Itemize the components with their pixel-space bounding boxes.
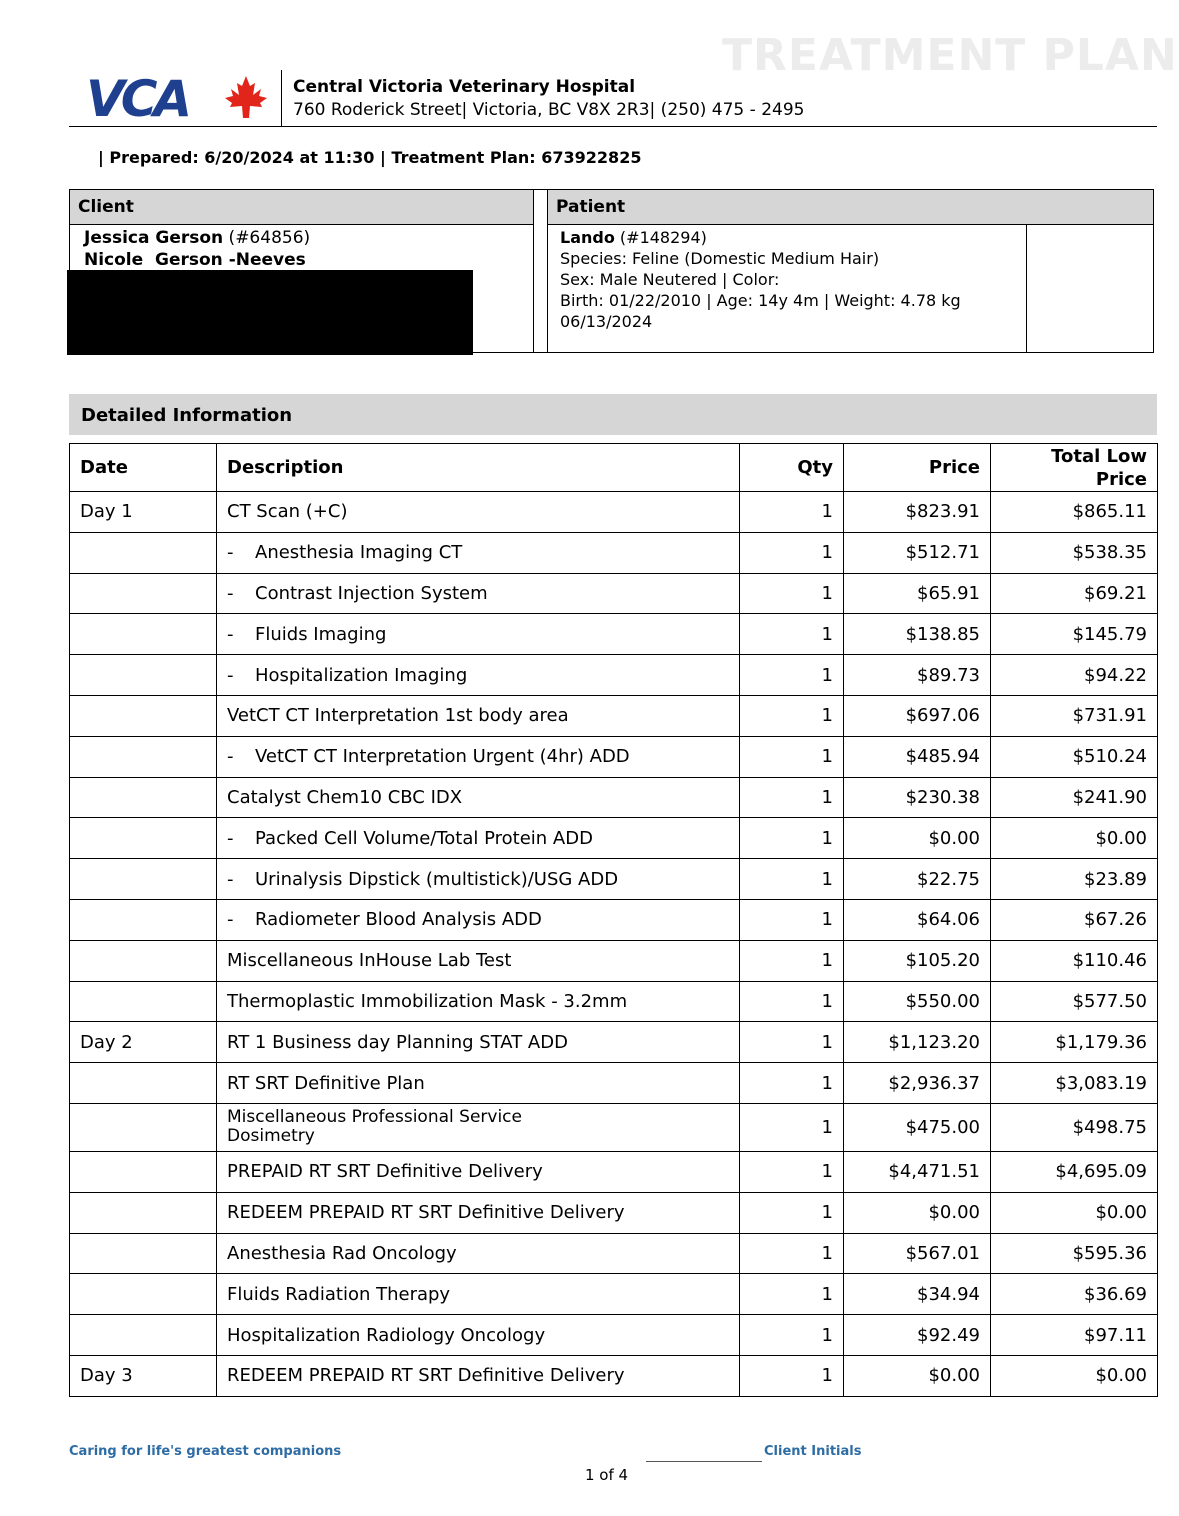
row-description-text: Miscellaneous InHouse Lab Test [227,950,512,972]
patient-sex: Sex: Male Neutered | Color: [560,270,780,289]
col-description-header: Description [217,444,740,492]
row-total: $110.46 [991,940,1158,981]
row-date [70,981,217,1022]
col-total-header [991,444,1158,492]
row-price: $0.00 [844,1192,991,1233]
row-qty: 1 [740,1355,844,1396]
table-row [70,940,1158,981]
table-header-row [70,444,1158,492]
row-date [70,1103,217,1151]
sub-item-dash: - [227,542,234,564]
row-description [217,573,740,614]
row-description [217,1355,740,1396]
row-description [217,859,740,900]
table-row [70,655,1158,696]
row-price: $65.91 [844,573,991,614]
row-description-text: CT Scan (+C) [227,501,348,523]
row-description-text: REDEEM PREPAID RT SRT Definitive Delivery [227,1365,625,1387]
treatment-plan-watermark: TREATMENT PLAN [722,30,1178,81]
row-description [217,1274,740,1315]
table-row [70,573,1158,614]
row-date [70,532,217,573]
client-divider [533,189,534,353]
row-qty: 1 [740,655,844,696]
row-description [217,1063,740,1104]
row-price: $485.94 [844,736,991,777]
table-row [70,1355,1158,1396]
row-qty: 1 [740,614,844,655]
row-price: $4,471.51 [844,1151,991,1192]
patient-right-divider [1026,225,1027,353]
row-qty: 1 [740,1103,844,1151]
row-description [217,492,740,533]
row-total: $241.90 [991,777,1158,818]
row-total: $94.22 [991,655,1158,696]
patient-id: (#148294) [614,228,707,247]
header-rule [69,126,1157,127]
row-price: $823.91 [844,492,991,533]
row-description-text: RT 1 Business day Planning STAT ADD [227,1031,568,1053]
row-total: $0.00 [991,1192,1158,1233]
page-number: 1 of 4 [585,1466,629,1484]
row-date [70,818,217,859]
row-description-text: REDEEM PREPAID RT SRT Definitive Delivery [227,1202,625,1224]
patient-info [560,227,961,332]
row-total: $1,179.36 [991,1022,1158,1063]
row-price: $92.49 [844,1315,991,1356]
row-qty: 1 [740,1192,844,1233]
patient-divider [547,189,548,353]
row-description-text: RT SRT Definitive Plan [227,1072,425,1094]
row-description [217,1022,740,1063]
table-row [70,1022,1158,1063]
table-row [70,1103,1158,1151]
hospital-name: Central Victoria Veterinary Hospital [293,77,636,97]
row-total: $145.79 [991,614,1158,655]
row-total: $4,695.09 [991,1151,1158,1192]
row-price: $567.01 [844,1233,991,1274]
row-qty: 1 [740,940,844,981]
row-date [70,899,217,940]
redacted-block [67,270,473,355]
table-row [70,1315,1158,1356]
row-date [70,777,217,818]
row-total: $97.11 [991,1315,1158,1356]
row-qty: 1 [740,899,844,940]
sub-item-dash: - [227,582,234,604]
maple-leaf-icon [225,76,267,118]
row-total: $577.50 [991,981,1158,1022]
table-row [70,1274,1158,1315]
sub-item-dash: - [227,623,234,645]
row-date [70,859,217,900]
row-date [70,614,217,655]
row-price: $697.06 [844,695,991,736]
row-description [217,614,740,655]
row-date [70,1192,217,1233]
patient-date: 06/13/2024 [560,312,653,331]
row-total: $510.24 [991,736,1158,777]
row-total: $0.00 [991,818,1158,859]
row-price: $0.00 [844,818,991,859]
row-qty: 1 [740,1151,844,1192]
col-total-header-line1: Total Low [1051,445,1147,467]
vca-logo [86,74,272,122]
row-qty: 1 [740,532,844,573]
client-info [84,227,310,271]
row-total: $731.91 [991,695,1158,736]
row-price: $1,123.20 [844,1022,991,1063]
patient-birth: Birth: 01/22/2010 | Age: 14y 4m | Weight: 4.78 kg [560,291,961,310]
row-description-text: Catalyst Chem10 CBC IDX [227,786,463,808]
client-initials-line [646,1461,762,1462]
row-total: $36.69 [991,1274,1158,1315]
table-row [70,899,1158,940]
row-total: $498.75 [991,1103,1158,1151]
row-total: $3,083.19 [991,1063,1158,1104]
row-price: $0.00 [844,1355,991,1396]
sub-item-dash: - [227,746,234,768]
row-description-text: Hospitalization Imaging [255,664,468,686]
row-total: $538.35 [991,532,1158,573]
row-date [70,1063,217,1104]
row-description [217,1233,740,1274]
row-price: $89.73 [844,655,991,696]
row-qty: 1 [740,1274,844,1315]
row-description-text: Contrast Injection System [255,582,488,604]
sub-item-dash: - [227,868,234,890]
row-description-text-2: Dosimetry [227,1126,315,1147]
row-date [70,655,217,696]
table-row [70,818,1158,859]
sub-item-dash: - [227,909,234,931]
hospital-address: 760 Roderick Street| Victoria, BC V8X 2R3| (250) 475 - 2495 [293,100,805,120]
row-description [217,1151,740,1192]
col-date-header: Date [70,444,217,492]
table-row [70,736,1158,777]
sub-item-dash: - [227,827,234,849]
table-row [70,981,1158,1022]
row-description-text: Thermoplastic Immobilization Mask - 3.2mm [227,990,628,1012]
row-qty: 1 [740,736,844,777]
row-qty: 1 [740,573,844,614]
row-description-text: Hospitalization Radiology Oncology [227,1324,546,1346]
table-row [70,614,1158,655]
row-description-text: Anesthesia Rad Oncology [227,1242,457,1264]
row-price: $230.38 [844,777,991,818]
row-description-text: Anesthesia Imaging CT [255,542,463,564]
treatment-items-table [69,443,1158,1397]
row-date [70,1151,217,1192]
row-description [217,532,740,573]
row-price: $550.00 [844,981,991,1022]
row-qty: 1 [740,818,844,859]
row-description-text: PREPAID RT SRT Definitive Delivery [227,1161,543,1183]
client-id: (#64856) [223,228,311,248]
patient-name: Lando [560,228,615,247]
row-total: $67.26 [991,899,1158,940]
table-row [70,777,1158,818]
row-date [70,695,217,736]
table-row [70,1151,1158,1192]
row-description-text: Fluids Imaging [255,623,387,645]
col-price-header: Price [844,444,991,492]
row-description [217,940,740,981]
row-total: $865.11 [991,492,1158,533]
header-divider [281,70,282,126]
detailed-information-heading: Detailed Information [69,394,1157,435]
table-row [70,859,1158,900]
row-qty: 1 [740,695,844,736]
row-date: Day 2 [70,1022,217,1063]
row-description-text: VetCT CT Interpretation Urgent (4hr) ADD [255,746,630,768]
row-description-text: VetCT CT Interpretation 1st body area [227,705,569,727]
table-row [70,1063,1158,1104]
row-date [70,1233,217,1274]
row-description-text: Radiometer Blood Analysis ADD [255,909,542,931]
table-row [70,695,1158,736]
row-qty: 1 [740,777,844,818]
row-date [70,940,217,981]
row-price: $64.06 [844,899,991,940]
row-description [217,695,740,736]
row-description [217,1315,740,1356]
table-row [70,532,1158,573]
row-price: $512.71 [844,532,991,573]
col-total-header-line2: Price [1095,468,1147,490]
row-price: $138.85 [844,614,991,655]
prepared-line: | Prepared: 6/20/2024 at 11:30 | Treatment Plan: 673922825 [98,148,642,167]
sub-item-dash: - [227,664,234,686]
patient-heading: Patient [547,189,1154,225]
row-qty: 1 [740,1063,844,1104]
row-date [70,1274,217,1315]
row-total: $595.36 [991,1233,1158,1274]
row-price: $475.00 [844,1103,991,1151]
row-description-text: Miscellaneous Professional Service [227,1107,522,1128]
row-description [217,655,740,696]
row-total: $0.00 [991,1355,1158,1396]
table-row [70,1233,1158,1274]
footer-tagline: Caring for life's greatest companions [69,1444,342,1459]
row-price: $34.94 [844,1274,991,1315]
vca-logo-text: VCA [86,74,189,122]
row-date [70,736,217,777]
row-description [217,818,740,859]
row-total: $23.89 [991,859,1158,900]
row-description-text: Urinalysis Dipstick (multistick)/USG ADD [255,868,619,890]
row-price: $22.75 [844,859,991,900]
row-price: $105.20 [844,940,991,981]
row-description [217,736,740,777]
row-date: Day 1 [70,492,217,533]
row-description [217,1103,740,1151]
row-price: $2,936.37 [844,1063,991,1104]
row-qty: 1 [740,859,844,900]
row-qty: 1 [740,492,844,533]
col-qty-header: Qty [740,444,844,492]
patient-species: Species: Feline (Domestic Medium Hair) [560,249,880,268]
row-description [217,981,740,1022]
row-qty: 1 [740,1233,844,1274]
client-name-1: Jessica Gerson [84,228,224,248]
client-initials-label: Client Initials [764,1444,862,1459]
client-heading: Client [69,189,534,225]
table-row [70,1192,1158,1233]
row-description [217,777,740,818]
table-row [70,492,1158,533]
row-date: Day 3 [70,1355,217,1396]
row-date [70,1315,217,1356]
row-description [217,899,740,940]
row-qty: 1 [740,1022,844,1063]
row-qty: 1 [740,981,844,1022]
row-qty: 1 [740,1315,844,1356]
row-description [217,1192,740,1233]
row-description-text: Packed Cell Volume/Total Protein ADD [255,827,593,849]
row-total: $69.21 [991,573,1158,614]
row-description-text: Fluids Radiation Therapy [227,1283,451,1305]
client-name-2: Nicole Gerson -Neeves [84,250,306,270]
row-date [70,573,217,614]
